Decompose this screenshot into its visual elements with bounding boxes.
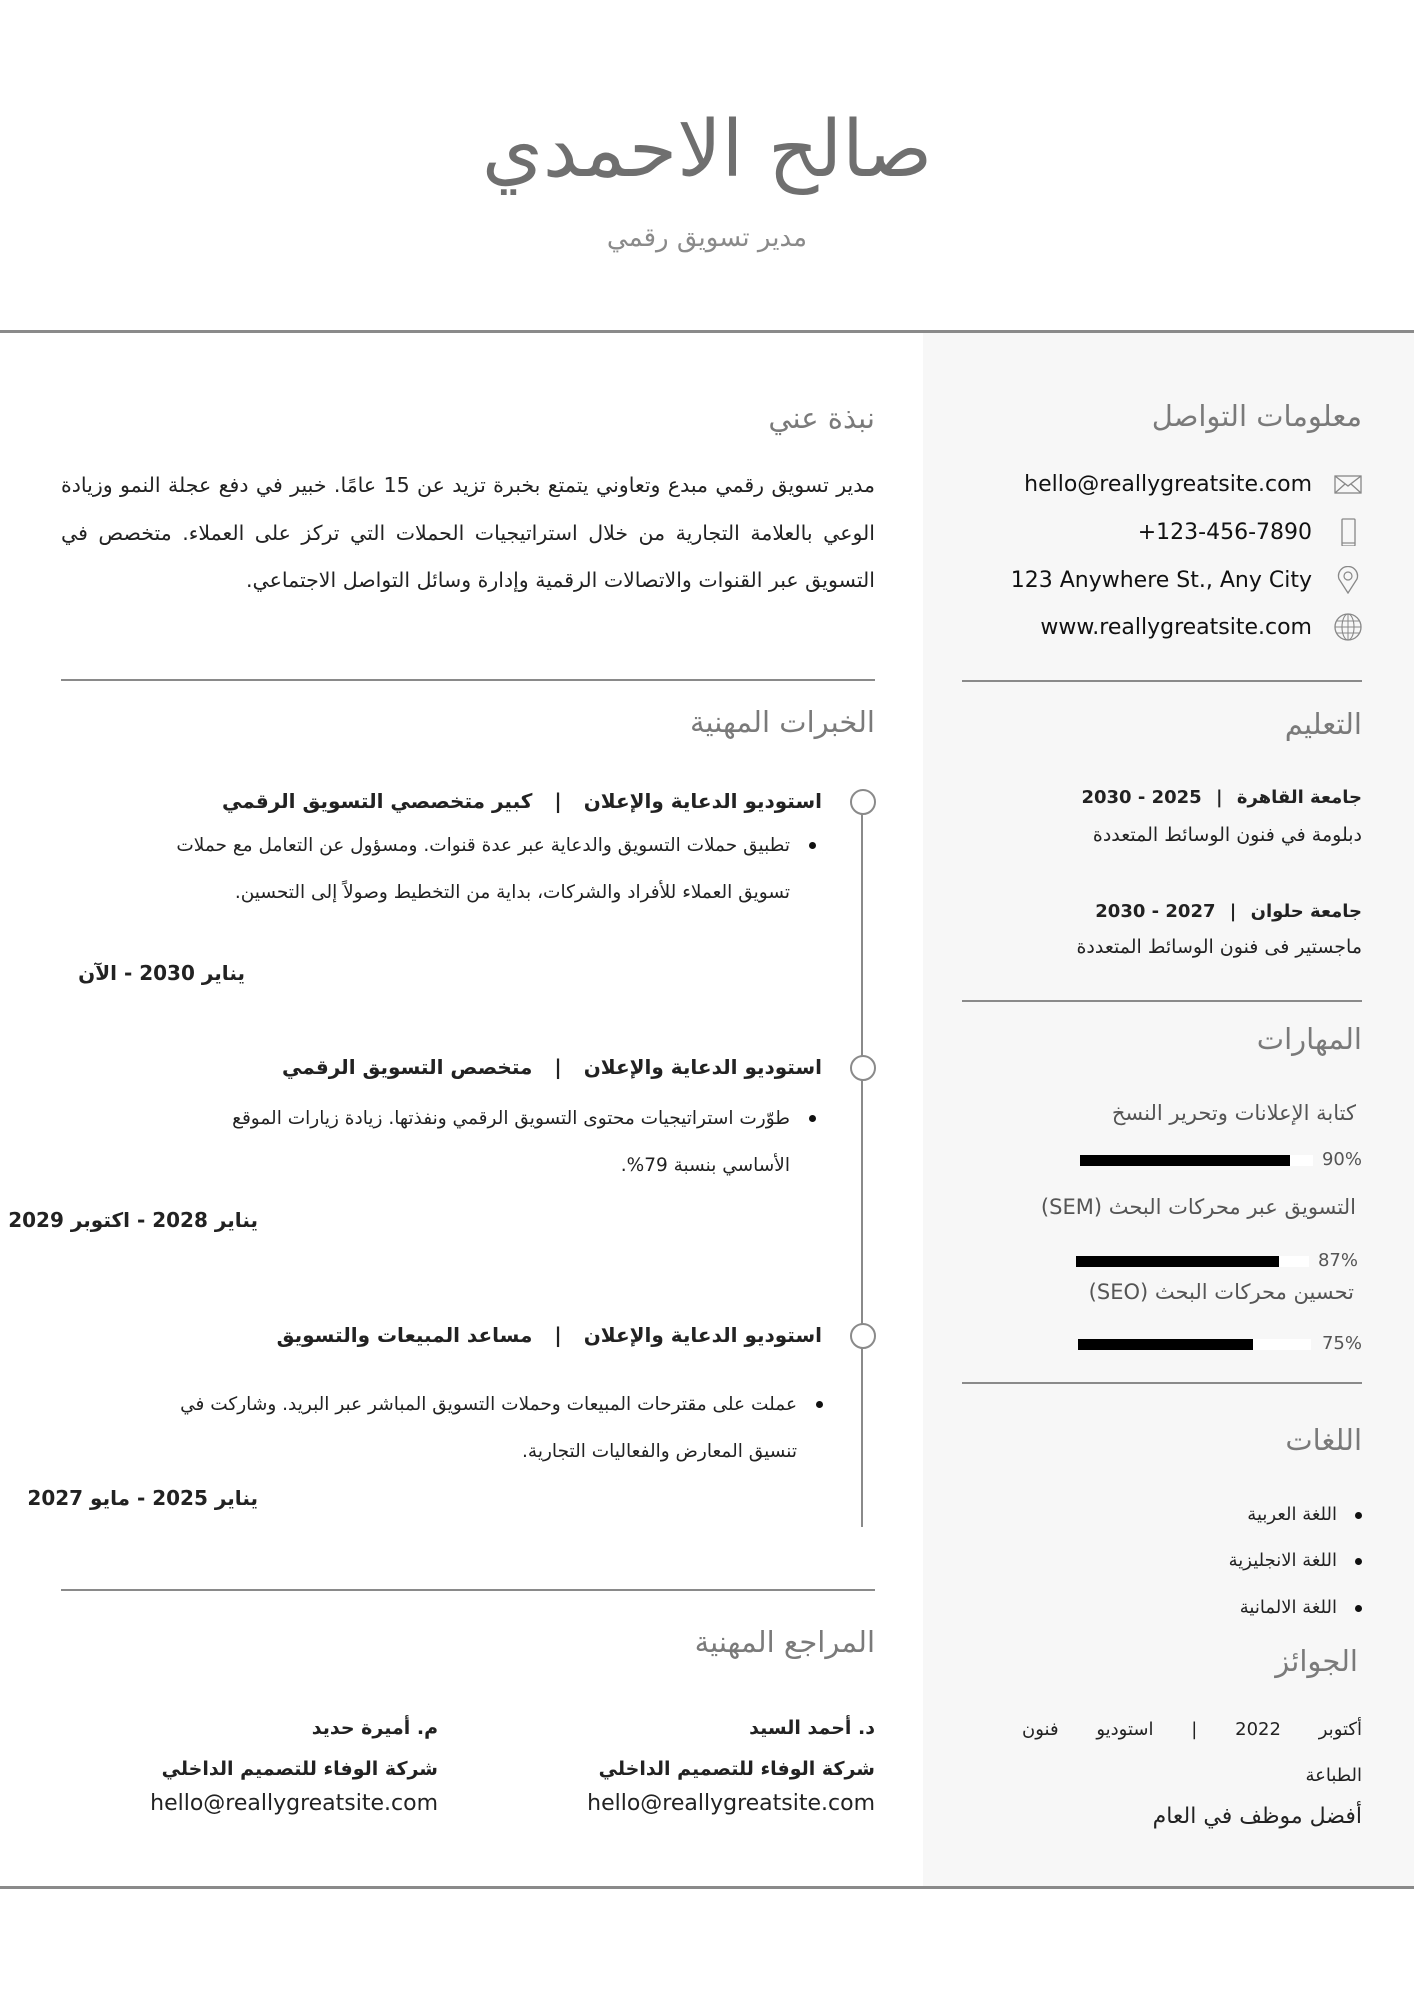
reference-company: شركة الوفاء للتصميم الداخلي xyxy=(598,1758,875,1780)
job-1-date: يناير 2030 - الآن xyxy=(78,961,245,985)
job-1-title xyxy=(222,786,822,816)
school-name: جامعة حلوان xyxy=(1250,901,1362,922)
job-1-bullet xyxy=(147,822,790,916)
role: كبير متخصصي التسويق الرقمي xyxy=(221,789,533,813)
contact-website[interactable] xyxy=(962,607,1362,647)
education-entry-1-header xyxy=(1081,783,1362,813)
skill-bar xyxy=(1078,1339,1311,1350)
reference-email[interactable]: hello@reallygreatsite.com xyxy=(150,1791,438,1816)
sidebar-divider xyxy=(962,1382,1362,1384)
bottom-divider xyxy=(0,1886,1414,1889)
contact-address[interactable] xyxy=(962,560,1362,600)
award-entry xyxy=(1022,1707,1362,1799)
skill-label: التسويق عبر محركات البحث (SEM) xyxy=(1040,1195,1356,1219)
school-years: 2025 - 2030 xyxy=(1081,787,1202,808)
bullet-text: طوّرت استراتيجيات محتوى التسويق الرقمي ونفذتها. زيادة زيارات الموقع الأساسي بنسبة 79%. xyxy=(232,1108,790,1176)
skill-label: كتابة الإعلانات وتحرير النسخ xyxy=(1111,1101,1356,1125)
skill-percent: 75% xyxy=(1321,1333,1362,1354)
reference-2 xyxy=(150,1707,438,1819)
location-pin-icon xyxy=(1334,566,1362,594)
role: مساعد المبيعات والتسويق xyxy=(276,1323,533,1347)
contact-email-text: hello@reallygreatsite.com xyxy=(1024,471,1312,497)
education-entry-2-header xyxy=(1095,897,1362,927)
language-name: اللغة الالمانية xyxy=(1239,1597,1337,1618)
language-item xyxy=(1229,1546,1362,1576)
company: استوديو الدعاية والإعلان xyxy=(583,789,822,813)
skill-bar-fill xyxy=(1080,1155,1290,1166)
award-date: أكتوبر 2022 xyxy=(1235,1719,1362,1740)
skill-label: تحسين محركات البحث (SEO) xyxy=(1088,1280,1354,1304)
job-3-bullet xyxy=(167,1381,797,1475)
bullet-text: عملت على مقترحات المبيعات وحملات التسويق المباشر عبر البريد. وشاركت في تنسيق المعارض والفعاليات التجارية. xyxy=(180,1394,797,1462)
education-heading: التعليم xyxy=(1284,707,1362,741)
skill-percent: 90% xyxy=(1321,1149,1362,1170)
job-3-title xyxy=(277,1320,822,1350)
company: استوديو الدعاية والإعلان xyxy=(583,1055,822,1079)
bullet-icon xyxy=(809,1115,816,1122)
contact-heading: معلومات التواصل xyxy=(1151,399,1362,433)
separator: | xyxy=(554,1055,562,1079)
reference-email[interactable]: hello@reallygreatsite.com xyxy=(587,1791,875,1816)
award-organization: استوديو فنون الطباعة xyxy=(1022,1719,1362,1786)
about-divider xyxy=(61,679,875,681)
language-name: اللغة العربية xyxy=(1247,1504,1337,1525)
bullet-icon xyxy=(1355,1558,1362,1565)
language-name: اللغة الانجليزية xyxy=(1228,1550,1337,1571)
experience-heading: الخبرات المهنية xyxy=(689,705,875,739)
bullet-icon xyxy=(809,842,816,849)
sidebar-divider xyxy=(962,680,1362,682)
timeline-node xyxy=(850,1323,876,1349)
timeline-node xyxy=(850,789,876,815)
globe-icon xyxy=(1334,613,1362,641)
experience-divider xyxy=(61,1589,875,1591)
candidate-name: صالح الاحمدي xyxy=(481,105,933,195)
reference-1 xyxy=(587,1707,875,1819)
bullet-icon xyxy=(1355,1605,1362,1612)
timeline-node xyxy=(850,1055,876,1081)
skill-bar-fill xyxy=(1076,1256,1279,1267)
skills-heading: المهارات xyxy=(1256,1022,1362,1056)
bullet-icon xyxy=(1355,1512,1362,1519)
reference-company: شركة الوفاء للتصميم الداخلي xyxy=(161,1758,438,1780)
role: متخصص التسويق الرقمي xyxy=(282,1055,533,1079)
skill-bar xyxy=(1076,1256,1309,1267)
education-entry-2-degree: ماجستير فى فنون الوسائط المتعددة xyxy=(1076,936,1362,958)
bullet-icon xyxy=(816,1401,823,1408)
skill-bar-fill xyxy=(1078,1339,1253,1350)
contact-phone[interactable] xyxy=(962,512,1362,552)
language-item xyxy=(1240,1593,1362,1623)
sidebar-divider xyxy=(962,1000,1362,1002)
contact-phone-text: +123-456-7890 xyxy=(1137,519,1312,545)
about-text: مدير تسويق رقمي مبدع وتعاوني يتمتع بخبرة تزيد عن 15 عامًا. خبير في دفع عجلة النمو وزيادة الوعي بالعلامة التجارية من خلال استراتيجيات الحملات التي تركز على العملاء. متخصص في التسويق عبر القنوات والاتصالات الرقمية وإدارة وسائل التواصل الاجتماعي. xyxy=(61,473,875,592)
education-entry-1-degree: دبلومة في فنون الوسائط المتعددة xyxy=(1092,824,1362,846)
languages-heading: اللغات xyxy=(1285,1423,1362,1457)
job-2-title xyxy=(282,1052,822,1082)
phone-icon xyxy=(1334,518,1362,546)
contact-address-text: 123 Anywhere St., Any City xyxy=(1010,567,1312,593)
separator: | xyxy=(1191,1719,1198,1740)
skill-bar xyxy=(1080,1155,1313,1166)
language-item xyxy=(1247,1500,1362,1530)
reference-name: م. أميرة حديد xyxy=(311,1717,438,1739)
references-heading: المراجع المهنية xyxy=(694,1625,875,1659)
separator: | xyxy=(1215,787,1223,808)
separator: | xyxy=(554,789,562,813)
reference-name: د. أحمد السيد xyxy=(749,1717,875,1739)
contact-email[interactable] xyxy=(962,464,1362,504)
job-2-bullet xyxy=(175,1095,790,1189)
awards-heading: الجوائز xyxy=(1275,1644,1358,1678)
school-years: 2027 - 2030 xyxy=(1095,901,1216,922)
timeline-line xyxy=(861,803,863,1527)
separator: | xyxy=(554,1323,562,1347)
job-2-date: يناير 2028 - اكتوبر 2029 xyxy=(8,1208,258,1232)
job-3-date: يناير 2025 - مايو 2027 xyxy=(27,1486,258,1510)
envelope-icon xyxy=(1334,470,1362,498)
company: استوديو الدعاية والإعلان xyxy=(583,1323,822,1347)
school-name: جامعة القاهرة xyxy=(1236,787,1362,808)
job-title: مدير تسويق رقمي xyxy=(606,223,808,253)
contact-website-text: www.reallygreatsite.com xyxy=(1040,614,1312,640)
separator: | xyxy=(1229,901,1237,922)
about-heading: نبذة عني xyxy=(768,401,875,435)
bullet-text: تطبيق حملات التسويق والدعاية عبر عدة قنوات. ومسؤول عن التعامل مع حملات تسويق العملاء للأفراد والشركات، بداية من التخطيط وصولاً إلى التحسين. xyxy=(176,835,790,903)
award-title: أفضل موظف في العام xyxy=(1152,1804,1362,1829)
skill-percent: 87% xyxy=(1317,1250,1358,1271)
